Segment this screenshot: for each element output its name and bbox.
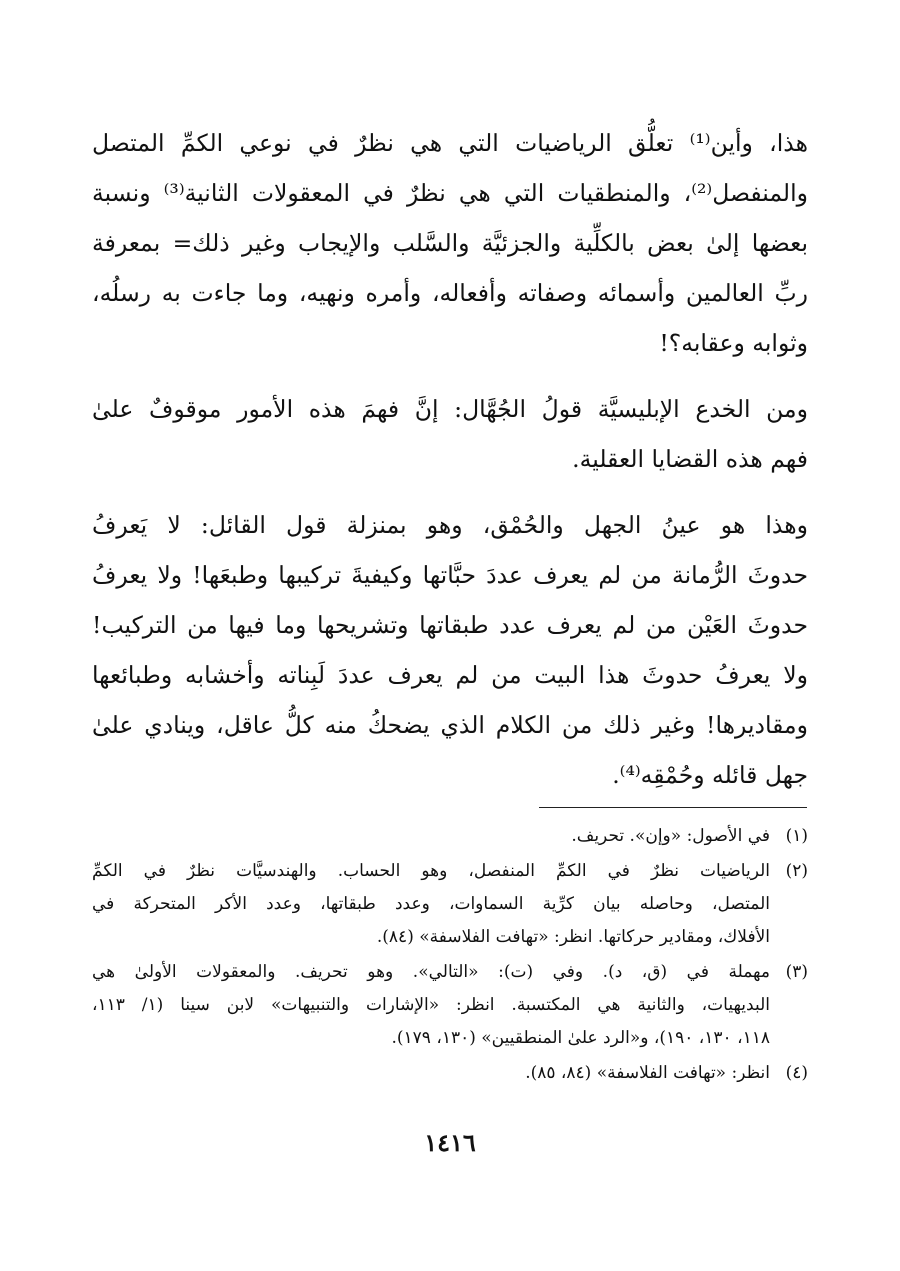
footnote-line: في الأصول: «وإن». تحريف. (571, 826, 770, 846)
footnote-3 (92, 956, 808, 1055)
text-line: والمنفصل⁽²⁾، والمنطقيات التي هي نظرٌ في المعقولات الثانية⁽³⁾ ونسبة (92, 179, 808, 207)
text-line: فهم هذه القضايا العقلية. (572, 445, 808, 473)
main-text (92, 118, 808, 800)
text-line: وهذا هو عينُ الجهل والحُمْق، وهو بمنزلة قول القائل: لا يَعرفُ (92, 511, 808, 539)
text-line: حدوثَ العَيْن من لم يعرف عدد طبقاتها وتشريحها وما فيها من التركيب! (92, 611, 808, 639)
text-line: هذا، وأين⁽¹⁾ تعلُّق الرياضيات التي هي نظرٌ في نوعي الكمِّ المتصل (92, 129, 809, 157)
text-line: حدوثَ الرُّمانة من لم يعرف عددَ حبَّاتها وكيفيةَ تركيبها وطبعَها! ولا يعرفُ (92, 561, 808, 589)
footnote-body (92, 1057, 770, 1090)
footnote-number: (٢) (785, 861, 808, 881)
footnote-line: انظر: «تهافت الفلاسفة» (٨٤، ٨٥). (525, 1063, 770, 1083)
text-line: وثوابه وعقابه؟! (659, 329, 808, 357)
paragraph-2 (92, 384, 808, 484)
footnote-body (92, 820, 770, 853)
footnote-1 (92, 820, 808, 853)
footnote-2 (92, 855, 808, 954)
footnote-number: (٤) (785, 1063, 808, 1083)
footnote-line: المتصل، وحاصله بيان كرِّية السماوات، وعدد طبقاتها، وعدد الأكر المتحركة في (92, 894, 770, 914)
footnote-number: (١) (785, 826, 808, 846)
page-number: ١٤١٦ (424, 1128, 476, 1157)
footnote-line: ١١٨، ١٣٠، ١٩٠)، و«الرد علىٰ المنطقيين» (١٣٠، ١٧٩). (391, 1028, 770, 1048)
footnote-number: (٣) (785, 962, 808, 982)
footnote-body (92, 855, 770, 954)
text-line: ربِّ العالمين وأسمائه وصفاته وأفعاله، وأمره ونهيه، وما جاءت به رسلُه، (92, 279, 808, 307)
text-line: ومن الخدع الإبليسيَّة قولُ الجُهَّال: إنَّ فهمَ هذه الأمور موقوفٌ علىٰ (92, 395, 808, 423)
footnote-4 (92, 1057, 808, 1090)
text-line: بعضها إلىٰ بعض بالكلِّية والجزئيَّة والسَّلب والإيجاب وغير ذلك= بمعرفة (92, 229, 808, 257)
text-line: جهل قائله وحُمْقِه⁽⁴⁾. (612, 761, 808, 789)
footnote-body (92, 956, 770, 1055)
footnote-line: مهملة في (ق، د). وفي (ت): «التالي». وهو تحريف. والمعقولات الأولىٰ هي (92, 962, 770, 982)
paragraph-1 (92, 118, 808, 368)
footnote-line: الرياضيات نظرٌ في الكمِّ المنفصل، وهو الحساب. والهندسيَّات نظرٌ في الكمِّ (92, 861, 770, 881)
footnotes (92, 820, 808, 1092)
text-line: ومقاديرها! وغير ذلك من الكلام الذي يضحكُ منه كلُّ عاقل، وينادي علىٰ (92, 711, 808, 739)
footnote-line: الأفلاك، ومقادير حركاتها. انظر: «تهافت الفلاسفة» (٨٤). (376, 927, 770, 947)
footnote-line: البديهيات، والثانية هي المكتسبة. انظر: «الإشارات والتنبيهات» لابن سينا (١/ ١١٣، (92, 995, 770, 1015)
paragraph-3 (92, 500, 808, 800)
footnote-divider (539, 807, 807, 808)
text-line: ولا يعرفُ حدوثَ هذا البيت من لم يعرف عددَ لَبِناته وأخشابه وطبائعها (92, 661, 808, 689)
